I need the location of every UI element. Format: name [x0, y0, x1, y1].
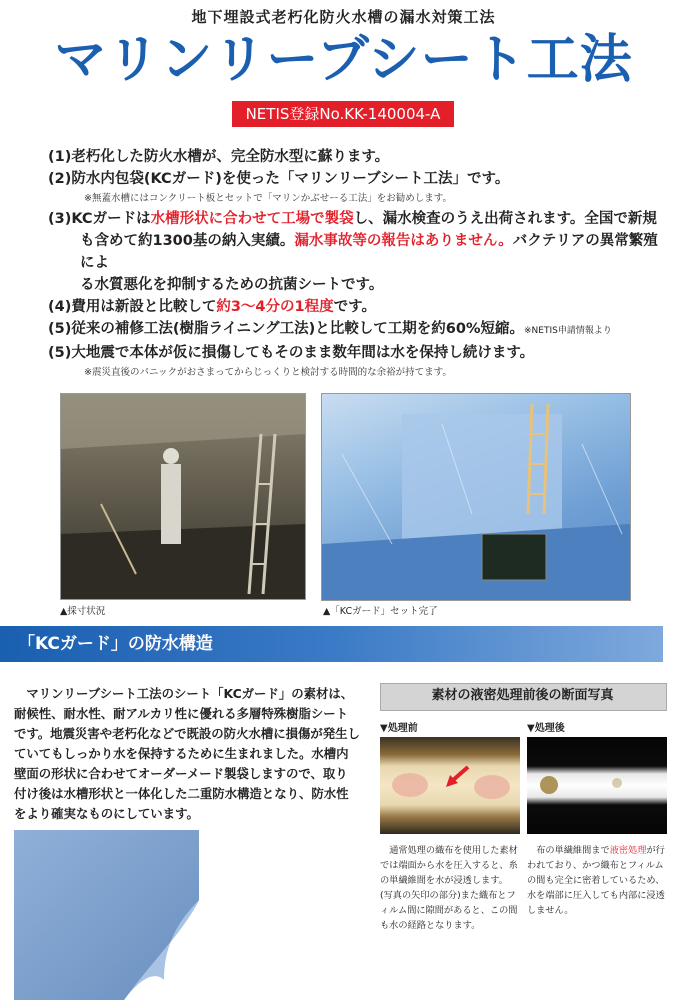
point-3-highlight-1: 水槽形状に合わせて工場で製袋 [150, 211, 354, 227]
photo-kc-guard [321, 393, 631, 601]
photo-measuring [60, 393, 306, 600]
point-6: (5)大地震で本体が仮に損傷してもそのまま数年間は水を保持し続けます。 [48, 345, 535, 361]
point-3-cont-2: る水質悪化を抑制するための抗菌シートです。 [80, 277, 384, 293]
point-4-highlight: 約3～4分の1程度 [216, 299, 334, 315]
netis-badge: NETIS登録No.KK-140004-A [232, 101, 454, 127]
point-2: (2)防水内包袋(KCガード)を使った「マリンリーブシート工法」です。 [48, 171, 510, 187]
page-subtitle: 地下埋設式老朽化防火水槽の漏水対策工法 [191, 8, 496, 26]
photo-measuring-scene [61, 394, 305, 599]
cross-section-title: 素材の液密処理前後の断面写真 [431, 688, 614, 703]
cross-section-after-photo [527, 737, 667, 834]
sheet-illustration [14, 830, 199, 1000]
arrow-icon [446, 767, 468, 787]
after-description: 布の単繊維間まで液密処理が行われており、かつ織布とフィルムの間も完全に密着しているため、水を端部に圧入しても内部に浸透しません。 [527, 845, 665, 916]
photo-kc-guard-caption: ▲「KCガード」セット完了 [323, 606, 438, 617]
feature-list [48, 146, 668, 382]
kc-guard-sheet-image [14, 830, 199, 1000]
point-3: (3)KCガードは水槽形状に合わせて工場で製袋し、漏水検査のうえ出荷されます。全国で新規 [48, 211, 657, 227]
before-description: 通常処理の織布を使用した素材では端面から水を圧入すると、糸の単繊維間を水が浸透します。(写真の矢印の部分)また織布とフィルム間に隙間があると、この間も水の経路となります。 [380, 845, 518, 931]
point-2-note: ※無蓋水槽にはコンクリート板とセットで「マリンかぶせーる工法」をお勧めします。 [84, 193, 453, 204]
after-label: ▼処理後 [527, 723, 565, 734]
point-5: (5)従来の補修工法(樹脂ライニング工法)と比較して工期を約60%短縮。※NETIS申請情報より [48, 321, 612, 337]
section-body: マリンリーブシート工法のシート「KCガード」の素材は、耐候性、耐水性、耐アルカリ性に優れる多層特殊樹脂シートです。地震災害や老朽化などで既設の防火水槽に損傷が発生していてもしっかり水を保持するために生まれました。水槽内壁面の形状に合わせてオーダーメード製袋しますので、取り付け後は水槽形状と一体化した二重防水構造となり、防水性をより確実なものにしています。 [14, 686, 360, 821]
page-title: マリンリーブシート工法 [54, 30, 633, 90]
point-3-cont-1: も含めて約1300基の納入実績。漏水事故等の報告はありません。バクテリアの異常繁殖によ [80, 233, 658, 271]
photo-kc-guard-scene [322, 394, 630, 600]
section-title: 「KCガード」の防水構造 [18, 634, 213, 654]
point-6-note: ※震災直後のパニックがおさまってからじっくりと検討する時間的な余裕が持てます。 [84, 367, 452, 378]
after-highlight: 液密処理 [609, 845, 647, 856]
point-1: (1)老朽化した防火水槽が、完全防水型に蘇ります。 [48, 149, 390, 165]
before-photo-scene [380, 737, 520, 834]
cross-section-before-photo [380, 737, 520, 834]
point-5-source: ※NETIS申請情報より [524, 326, 612, 336]
photo-measuring-caption: ▲採寸状況 [60, 606, 106, 617]
point-3-highlight-2: 漏水事故等の報告はありません。 [294, 233, 513, 249]
before-label: ▼処理前 [380, 723, 418, 734]
point-4: (4)費用は新設と比較して約3～4分の1程度です。 [48, 299, 376, 315]
after-photo-scene [527, 737, 667, 834]
